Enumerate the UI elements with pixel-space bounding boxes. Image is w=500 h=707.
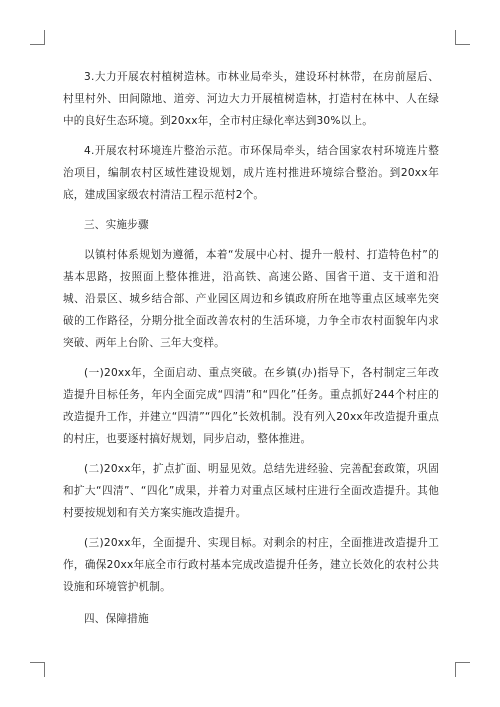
paragraph-phase-two: (二)20xx年，扩点扩面、明显见效。总结先进经验、完善配套政策，巩固和扩大“四清”、“四化”成果，并着力对重点区域村庄进行全面改造提升。其他村要按规划和有关方案实施改造提升。 [63,463,439,519]
crop-mark-bottom-right [455,662,470,677]
section-heading-safeguards: 四、保障措施 [84,613,149,625]
crop-mark-top-left [30,30,45,45]
crop-mark-top-right [455,30,470,45]
paragraph-implementation-approach: 以镇村体系规划为遵循，本着“发展中心村、提升一般村、打造特色村”的基本思路，按照面上整体推进，沿高铁、高速公路、国省干道、支干道和沿城、沿景区、城乡结合部、产业园区周边和乡镇政府所在地等重点区域率先突破的工作路径，分期分批全面改善农村的生活环境，力争全市农村面貌年内求突破、两年上台阶、三年大变样。 [63,249,439,349]
section-heading-implementation-steps: 三、实施步骤 [84,219,149,231]
document-body [63,66,439,630]
crop-mark-bottom-left [30,662,45,677]
paragraph-tree-planting: 3.大力开展农村植树造林。市林业局牵头，建设环村林带，在房前屋后、村里村外、田间隙地、道旁、河边大力开展植树造林，打造村在林中、人在绿中的良好生态环境。到20xx年，全市村庄绿化率达到30%以上。 [63,71,439,127]
paragraph-environment-demo: 4.开展农村环境连片整治示范。市环保局牵头，结合国家农村环境连片整治项目，编制农村区域性建设规划，成片连村推进环境综合整治。到20xx年底，建成国家级农村清洁工程示范村2个。 [63,145,439,201]
paragraph-phase-one: (一)20xx年，全面启动、重点突破。在乡镇(办)指导下，各村制定三年改造提升目标任务，年内全面完成“四清”和“四化”任务。重点抓好244个村庄的改造提升工作，并建立“四清”“四化”长效机制。没有列入20xx年改造提升重点的村庄，也要逐村搞好规划，同步启动，整体推进。 [63,367,439,445]
paragraph-phase-three: (三)20xx年，全面提升、实现目标。对剩余的村庄，全面推进改造提升工作，确保20xx年底全市行政村基本完成改造提升任务，建立长效化的农村公共设施和环境管护机制。 [63,537,439,593]
